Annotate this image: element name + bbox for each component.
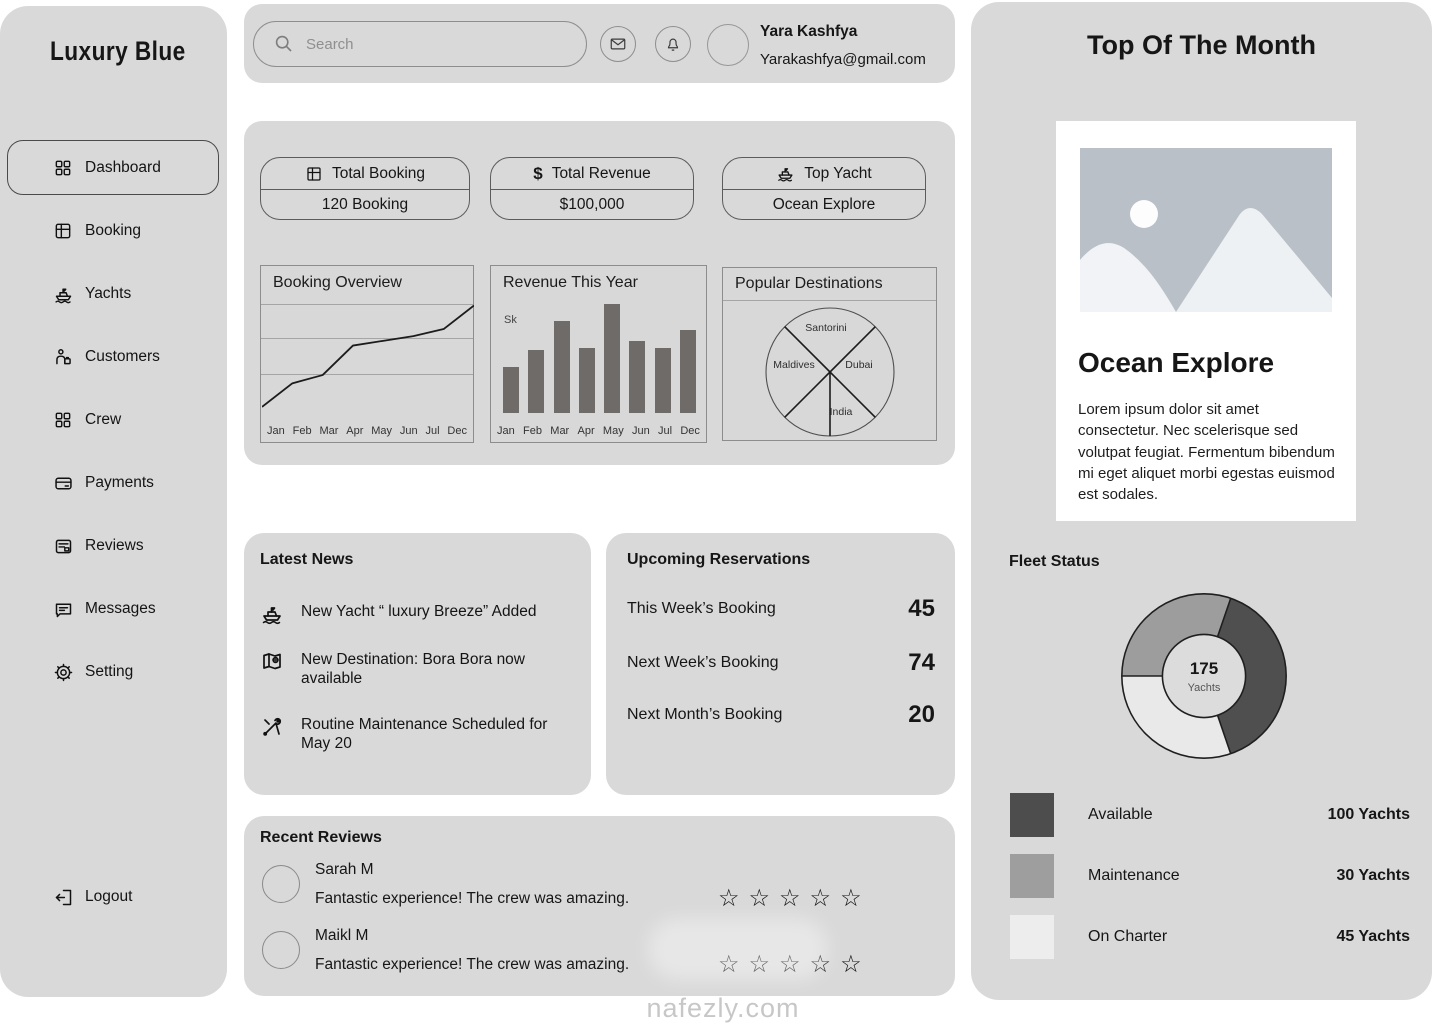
news-text: Routine Maintenance Scheduled for May 20 <box>301 716 548 752</box>
reservation-row <box>627 701 935 729</box>
dollar-icon: $ <box>533 163 543 183</box>
revenue-chart <box>490 265 707 443</box>
pie-label-maldives: Maldives <box>773 359 815 371</box>
reviewer-avatar <box>262 931 300 969</box>
sidebar-item-label: Yachts <box>85 285 132 302</box>
sidebar-item-label: Payments <box>85 474 154 491</box>
donut-center <box>1105 577 1303 775</box>
table-icon <box>305 165 323 183</box>
latest-news-card <box>244 533 591 795</box>
revenue-bar <box>554 321 570 413</box>
stat-label: Total Revenue <box>551 164 651 182</box>
search-input[interactable] <box>306 36 546 53</box>
x-axis-labels: Jan Feb Mar Apr May Jun Jul Dec <box>497 425 700 437</box>
line-plot <box>262 296 474 414</box>
review-text: Fantastic experience! The crew was amazing. <box>315 956 630 973</box>
card-title: Upcoming Reservations <box>627 551 811 568</box>
chart-title: Popular Destinations <box>735 275 883 292</box>
booking-overview-chart <box>260 265 474 443</box>
reviewer-name: Maikl M <box>315 927 369 944</box>
pie-label-dubai: Dubai <box>845 359 873 371</box>
destinations-chart <box>722 267 937 441</box>
legend-value: 30 Yachts <box>1336 867 1410 884</box>
reservation-label: Next Week’s Booking <box>627 654 779 671</box>
fleet-total-label: Yachts <box>1187 681 1221 694</box>
revenue-bar <box>629 341 645 413</box>
news-text: New Destination: Bora Bora now available <box>301 651 526 687</box>
logout-label: Logout <box>85 888 133 905</box>
booking-icon <box>52 220 74 242</box>
revenue-bar <box>528 350 544 413</box>
review-text: Fantastic experience! The crew was amazing. <box>315 890 630 907</box>
search-icon <box>274 34 294 54</box>
fleet-status-title: Fleet Status <box>1009 553 1100 570</box>
map-icon <box>260 650 284 674</box>
stat-value: Ocean Explore <box>772 196 876 213</box>
gear-icon <box>52 661 74 683</box>
title-divider <box>723 300 936 301</box>
sidebar-item-label: Setting <box>85 663 134 680</box>
x-axis-labels: Jan Feb Mar Apr May Jun Jul Dec <box>267 425 467 437</box>
app-logo: Luxury Blue <box>50 36 186 66</box>
sidebar-item-label: Messages <box>85 600 156 617</box>
crew-icon <box>52 409 74 431</box>
customers-icon <box>52 346 74 368</box>
legend-value: 100 Yachts <box>1327 806 1410 823</box>
sidebar-item-yachts[interactable] <box>0 274 227 314</box>
image-placeholder <box>1080 148 1332 312</box>
legend-label: On Charter <box>1088 928 1168 945</box>
star-rating: ☆☆☆☆☆ <box>718 951 871 978</box>
revenue-bar <box>579 348 595 413</box>
stat-value: 120 Booking <box>321 196 409 213</box>
sidebar-item-customers[interactable] <box>0 337 227 377</box>
sidebar-item-setting[interactable] <box>0 652 227 692</box>
revenue-bar <box>503 367 519 413</box>
topbar <box>244 4 955 83</box>
news-item <box>260 715 577 753</box>
star-rating: ☆☆☆☆☆ <box>718 885 871 912</box>
yacht-icon <box>776 164 795 183</box>
news-text: New Yacht “ luxury Breeze” Added <box>301 603 537 620</box>
fleet-total: 175 <box>1189 658 1219 678</box>
sidebar <box>0 6 227 997</box>
legend-swatch-available <box>1010 793 1054 837</box>
reservation-label: Next Month’s Booking <box>627 706 783 723</box>
stat-value: $100,000 <box>559 196 625 213</box>
panel-title: Top Of The Month <box>1087 30 1316 60</box>
featured-yacht-name: Ocean Explore <box>1078 347 1275 378</box>
yacht-icon <box>52 283 74 305</box>
dashboard-icon <box>52 157 74 179</box>
featured-yacht-description: Lorem ipsum dolor sit amet consectetur. Nec scelerisque sed volutpat feugiat. Fermentum bibendum mi eget aliquet morbi egestas euismod est sodales. <box>1078 401 1335 504</box>
y-axis-label: Sk <box>504 314 517 326</box>
legend-label: Available <box>1088 806 1153 823</box>
legend-row-available <box>1010 793 1410 837</box>
payments-icon <box>52 472 74 494</box>
pie-label-india: India <box>829 406 853 418</box>
sidebar-item-reviews[interactable] <box>0 526 227 566</box>
chart-title: Booking Overview <box>273 274 402 291</box>
pie-label-santorini: Santorini <box>805 322 847 334</box>
sidebar-item-payments[interactable] <box>0 463 227 503</box>
revenue-bars <box>503 304 696 413</box>
revenue-bar <box>655 348 671 413</box>
destinations-pie <box>760 302 900 442</box>
reservation-row <box>627 595 935 623</box>
reviewer-avatar <box>262 865 300 903</box>
news-item <box>260 602 577 626</box>
legend-swatch-maintenance <box>1010 854 1054 898</box>
reservation-value: 45 <box>908 595 935 622</box>
sidebar-item-booking[interactable] <box>0 211 227 251</box>
sidebar-item-label: Customers <box>85 348 160 365</box>
sidebar-item-dashboard[interactable] <box>0 148 227 188</box>
recent-reviews-card <box>244 816 955 996</box>
stat-top-yacht <box>722 157 926 220</box>
reservation-label: This Week’s Booking <box>627 600 776 617</box>
reviewer-name: Sarah M <box>315 861 374 878</box>
card-title: Recent Reviews <box>260 829 382 846</box>
mail-button[interactable] <box>600 26 636 62</box>
legend-swatch-on-charter <box>1010 915 1054 959</box>
notifications-button[interactable] <box>655 26 691 62</box>
sidebar-item-label: Reviews <box>85 537 144 554</box>
news-item <box>260 650 577 688</box>
top-of-month-panel <box>971 2 1432 1000</box>
sidebar-item-crew[interactable] <box>0 400 227 440</box>
overview-panel <box>244 121 955 465</box>
stat-total-revenue <box>490 157 694 220</box>
featured-yacht-card <box>1056 121 1356 521</box>
logout-icon <box>52 886 74 908</box>
user-name: Yara Kashfya <box>760 23 858 40</box>
sidebar-item-messages[interactable] <box>0 589 227 629</box>
legend-row-maintenance <box>1010 854 1410 898</box>
stat-label: Top Yacht <box>804 164 872 182</box>
sidebar-item-label: Crew <box>85 411 122 428</box>
tools-icon <box>260 715 284 739</box>
messages-icon <box>52 598 74 620</box>
user-avatar[interactable] <box>707 24 749 66</box>
logout-button[interactable] <box>0 877 227 917</box>
legend-label: Maintenance <box>1088 867 1180 884</box>
sidebar-item-label: Dashboard <box>85 159 161 176</box>
reservations-card <box>606 533 955 795</box>
reservation-value: 20 <box>908 701 935 728</box>
search-box[interactable] <box>253 21 587 67</box>
fleet-donut-chart <box>1105 577 1303 775</box>
legend-row-on-charter <box>1010 915 1410 959</box>
chart-title: Revenue This Year <box>503 274 638 291</box>
sidebar-item-label: Booking <box>85 222 142 239</box>
yacht-icon <box>260 602 284 626</box>
booking-line <box>262 305 474 406</box>
revenue-bar <box>680 330 696 413</box>
card-title: Latest News <box>260 551 354 568</box>
mail-icon <box>609 35 627 53</box>
reviews-icon <box>52 535 74 557</box>
reservation-row <box>627 649 935 677</box>
stat-total-booking <box>260 157 470 220</box>
user-email: Yarakashfya@gmail.com <box>760 51 926 68</box>
revenue-bar <box>604 304 620 413</box>
stat-label: Total Booking <box>331 164 426 182</box>
legend-value: 45 Yachts <box>1336 928 1410 945</box>
reservation-value: 74 <box>908 649 935 676</box>
watermark-text: nafezly.com <box>646 993 800 1023</box>
bell-icon <box>664 35 682 53</box>
